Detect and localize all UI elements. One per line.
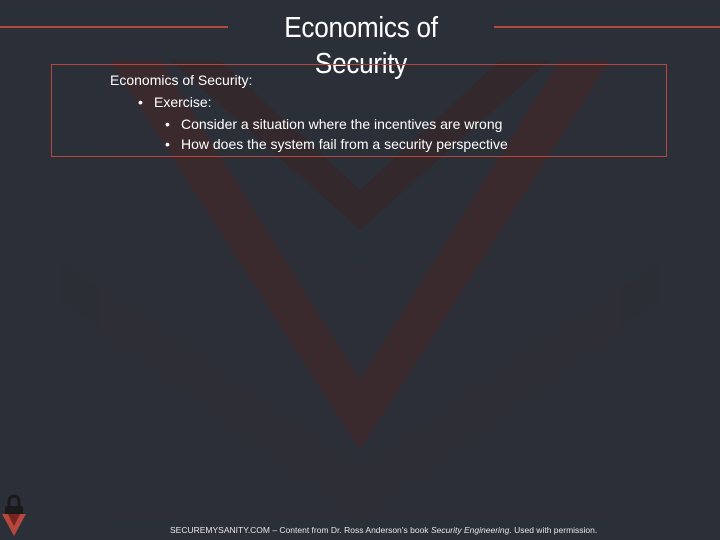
bullet-marker: • [138, 94, 143, 110]
shield-padlock-logo [0, 494, 28, 538]
footer-prefix: SECUREMYSANITY.COM – Content from Dr. Ross Anderson’s book [170, 525, 431, 535]
slide-title: Economics of Security [284, 12, 438, 80]
footer-suffix: . Used with permission. [509, 525, 598, 535]
title-rule-right [494, 26, 720, 28]
sub-bullet-incentives [165, 115, 502, 133]
content-box [51, 64, 667, 157]
bullet-text: How does the system fail from a security perspective [181, 136, 508, 152]
bullet-marker: • [165, 136, 170, 152]
footer-book-title: Security Engineering [430, 525, 510, 535]
bullet-marker: • [165, 116, 170, 132]
footer-credit [170, 525, 597, 535]
bullet-text: Exercise: [154, 94, 212, 110]
bullet-exercise [138, 93, 212, 111]
sub-bullet-system-fail [165, 135, 508, 153]
content-heading: Economics of Security: [110, 72, 253, 88]
bullet-text: Consider a situation where the incentives are wrong [181, 116, 503, 132]
title-rule-left [0, 26, 228, 28]
